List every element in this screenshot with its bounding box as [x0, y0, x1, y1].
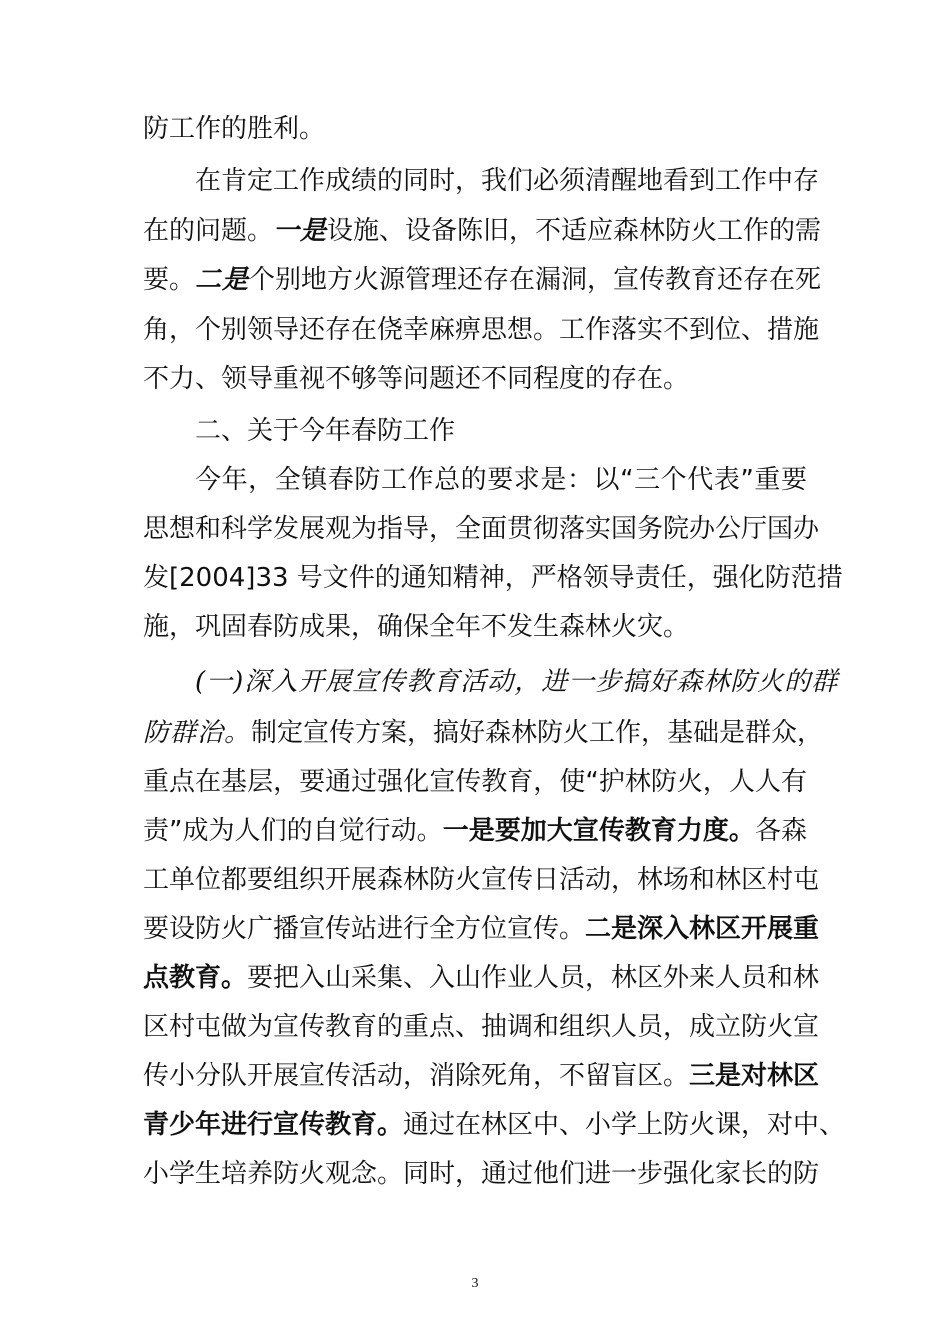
text-run: 思想和科学发展观为指导，全面贯彻落实国务院办公厅国办 [143, 514, 820, 544]
heading-text: 防群治。 [143, 718, 252, 748]
bold-text: 三是对林区 [689, 1061, 820, 1091]
text-line [195, 161, 820, 201]
text-line [143, 109, 325, 149]
text-run: 角，个别领导还存在侥幸麻痹思想。工作落实不到位、措施 [143, 315, 820, 345]
text-line [143, 909, 820, 949]
text-run: 在的问题。 [143, 216, 274, 246]
text-line [143, 260, 822, 300]
bold-text: 二是深入林区开展重 [585, 914, 820, 944]
text-run: 各森 [754, 816, 807, 846]
text-line [143, 1007, 820, 1047]
text-run: 发[2004]33 号文件的通知精神，严格领导责任，强化防范措 [143, 563, 843, 593]
text-line [143, 558, 843, 598]
text-line [143, 310, 820, 350]
bold-text: 点教育。 [143, 963, 248, 993]
text-run: 施，巩固春防成果，确保全年不发生森林火灾。 [143, 612, 690, 642]
text-run: 个别地方火源管理还存在漏洞，宣传教育还存在死 [249, 265, 822, 295]
enumeration-marker: 一是 [273, 216, 328, 246]
page-number: 3 [471, 1276, 479, 1291]
text-line [143, 359, 689, 399]
text-line [143, 509, 820, 549]
text-line [143, 762, 807, 802]
bold-text: 青少年进行宣传教育。 [143, 1110, 404, 1140]
text-line [143, 607, 689, 647]
heading-text: (一)深入开展宣传教育活动，进一步搞好森林防火的群 [195, 667, 839, 697]
text-run: 不力、领导重视不够等问题还不同程度的存在。 [143, 364, 690, 394]
enumeration-marker: 二是 [195, 265, 250, 295]
text-run: 小学生培养防火观念。同时，通过他们进一步强化家长的防 [143, 1159, 820, 1189]
heading-text: 二、关于今年春防工作 [195, 416, 456, 446]
text-run: 设施、设备陈旧，不适应森林防火工作的需 [327, 216, 822, 246]
text-line [143, 958, 820, 998]
text-run: 今年，全镇春防工作总的要求是：以“三个代表”重要 [195, 465, 807, 495]
text-line [143, 1154, 820, 1194]
text-line [143, 1056, 820, 1096]
text-run: 防工作的胜利。 [143, 114, 326, 144]
text-run: 工单位都要组织开展森林防火宣传日活动，林场和林区村屯 [143, 865, 820, 895]
text-run: 在肯定工作成绩的同时，我们必须清醒地看到工作中存 [195, 166, 820, 196]
bold-text: 一是要加大宣传教育力度。 [442, 816, 755, 846]
text-run: 传小分队开展宣传活动，消除死角，不留盲区。 [143, 1061, 690, 1091]
text-run: 责”成为人们的自觉行动。 [143, 816, 443, 846]
text-run: 重点在基层，要通过强化宣传教育，使“护林防火，人人有 [143, 767, 807, 797]
text-line [143, 860, 820, 900]
text-line [143, 811, 807, 851]
text-run: 通过在林区中、小学上防火课，对中、 [403, 1110, 846, 1140]
text-line [195, 460, 807, 500]
section-heading [195, 411, 455, 451]
text-run: 制定宣传方案，搞好森林防火工作，基础是群众， [251, 718, 824, 748]
text-run: 要。 [143, 265, 196, 295]
text-line [143, 211, 822, 251]
text-run: 要把入山采集、入山作业人员，林区外来人员和林 [247, 963, 820, 993]
text-line [143, 1105, 846, 1145]
subsection-heading [195, 662, 839, 702]
text-line [143, 713, 824, 753]
text-run: 要设防火广播宣传站进行全方位宣传。 [143, 914, 586, 944]
text-run: 区村屯做为宣传教育的重点、抽调和组织人员，成立防火宣 [143, 1012, 820, 1042]
